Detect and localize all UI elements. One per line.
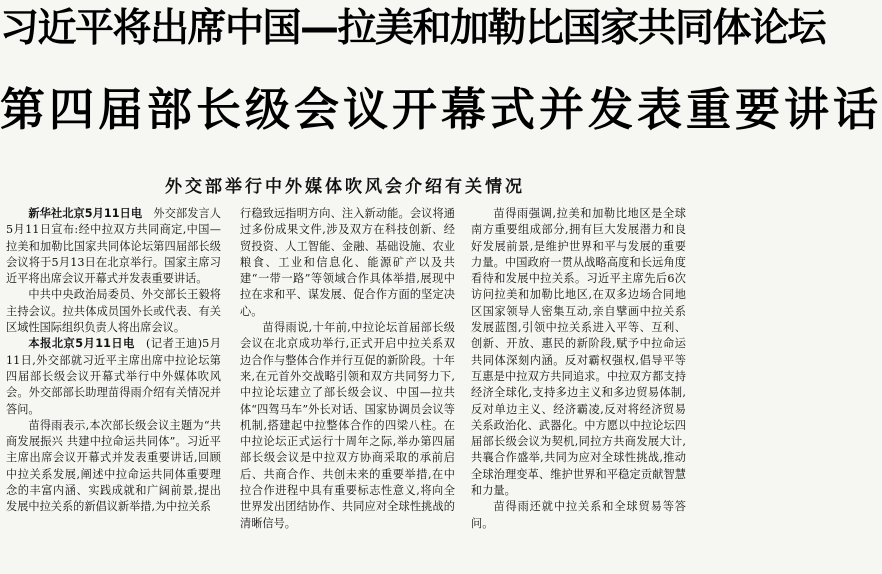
subheadline: 外交部举行中外媒体吹风会介绍有关情况 — [165, 177, 525, 197]
byline: (记者王迪) — [146, 337, 203, 351]
paragraph: 行稳致远指明方向、注入新动能。会议将通过多份成果文件,涉及双方在科技创新、经贸投资、人工智能、金融、基础设施、农业粮食、工业和信息化、能源矿产以及共建“一带一路”等领域合作具体举措,展现中拉在求和平、谋发展、促合作方面的坚定决心。 — [240, 207, 455, 318]
article-column-2 — [240, 206, 455, 574]
paragraph — [6, 206, 221, 287]
article-column-1 — [6, 206, 221, 574]
headline-line-2: 第四届部长级会议开幕式并发表重要讲话 — [0, 83, 882, 136]
paragraph: 苗得雨强调,拉美和加勒比地区是全球南方重要组成部分,拥有巨大发展潜力和良好发展前景,是维护世界和平与发展的重要力量。中国政府一贯从战略高度和长远角度看待和发展中拉关系。习近平主席先后6次访问拉美和加勒比地区,在双多边场合同地区国家领导人密集互动,亲自擘画中拉关系发展蓝图,引领中拉关系进入平等、互利、创新、开放、惠民的新阶段,赋予中拉命运共同体深刻内涵。反对霸权强权,倡导平等互惠是中拉双方共同追求。中拉双方都支持经济全球化,支持多边主义和多边贸易体制,反对单边主义、经济霸凌,反对将经济贸易关系政治化、武器化。中方愿以中拉论坛四届部长级会议为契机,同拉方共商发展大计,共襄合作盛举,共同为应对全球性挑战,推动全球治理变革、维护世界和平稳定贡献智慧和力量。 — [471, 207, 686, 498]
paragraph: 苗得雨还就中拉关系和全球贸易等答问。 — [471, 500, 686, 530]
paragraph: 苗得雨说,十年前,中拉论坛首届部长级会议在北京成功举行,正式开启中拉关系双边合作与整体合作并行互促的新阶段。十年来,在元首外交战略引领和双方共同努力下,中拉论坛建立了部长级会议、中国—拉共体“四驾马车”外长对话、国家协调员会议等机制,搭建起中拉整体合作的四梁八柱。在中拉论坛正式运行十周年之际,举办第四届部长级会议是中拉双方协商采取的承前启后、共商合作、共创未来的重要举措,在中拉合作进程中具有重要标志性意义,将向全世界发出团结协作、共同应对全球性挑战的清晰信号。 — [240, 321, 455, 530]
paragraph-text: 外交部发言人5月11日宣布:经中拉双方共同商定,中国—拉美和加勒比国家共同体论坛第四届部长级会议将于5月13日在北京举行。国家主席习近平将出席会议开幕式并发表重要讲话。 — [6, 207, 221, 286]
dateline: 本报北京5月11日电 — [28, 337, 135, 351]
headline-line-1: 习近平将出席中国—拉美和加勒比国家共同体论坛 — [0, 6, 826, 51]
paragraph: 中共中央政治局委员、外交部长王毅将主持会议。拉共体成员国外长或代表、有关区域性国际组织负责人将出席会议。 — [6, 288, 221, 335]
dateline: 新华社北京5月11日电 — [28, 207, 143, 220]
article-column-3 — [471, 206, 686, 574]
paragraph — [6, 336, 221, 417]
paragraph: 苗得雨表示,本次部长级会议主题为“共商发展振兴 共建中拉命运共同体”。习近平主席出席会议开幕式并发表重要讲话,回顾中拉关系发展,阐述中拉命运共同体重要理念的丰富内涵、实践成就和广阔前景,提出发展中拉关系的新倡议新举措,为中拉关系 — [6, 418, 221, 514]
paragraph-text: 5月11日,外交部就习近平主席出席中拉论坛第四届部长级会议开幕式举行中外媒体吹风会。外交部部长助理苗得雨介绍有关情况并答问。 — [6, 337, 222, 416]
